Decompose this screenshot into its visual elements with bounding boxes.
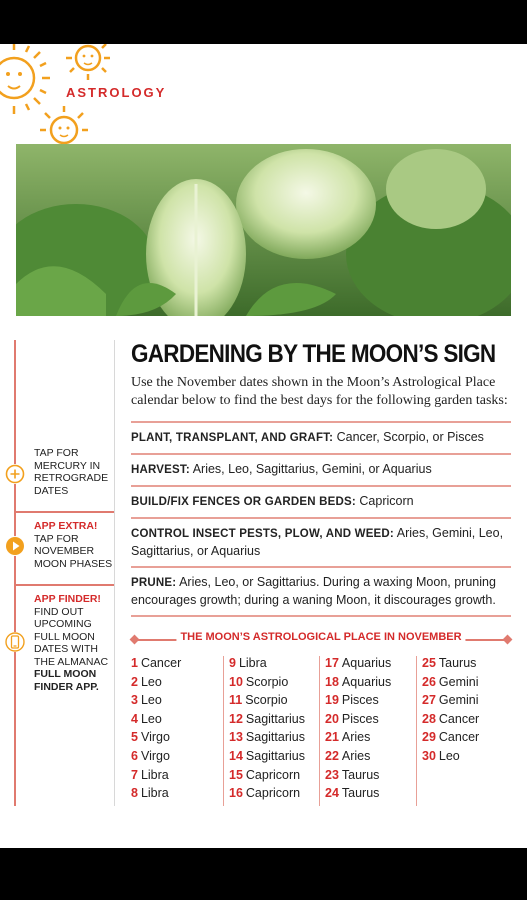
day-number: 1 <box>131 656 138 670</box>
day-number: 14 <box>229 748 243 763</box>
calendar-day <box>325 786 417 805</box>
task-row <box>131 485 511 517</box>
calendar-day <box>229 656 321 675</box>
calendar-day <box>131 675 223 694</box>
day-number: 29 <box>422 730 436 745</box>
task-label: CONTROL INSECT PESTS, PLOW, AND WEED: <box>131 528 394 540</box>
task-text: Aries, Leo, Sagittarius, Gemini, or Aquarius <box>189 462 432 476</box>
calendar-day <box>229 749 321 768</box>
calendar-column <box>229 656 321 805</box>
task-row <box>131 453 511 485</box>
calendar-day <box>131 693 223 712</box>
calendar-day <box>325 656 417 675</box>
article-intro: Use the November dates shown in the Moon’s Astrological Place calendar below to find the best days for the following garden tasks: <box>131 375 508 408</box>
day-number: 22 <box>325 748 339 763</box>
day-sign: Leo <box>140 674 162 689</box>
day-sign: Leo <box>140 711 162 726</box>
day-number: 6 <box>131 748 138 763</box>
calendar-day <box>229 675 321 694</box>
day-number: 10 <box>229 674 243 689</box>
day-sign: Aquarius <box>341 674 392 689</box>
task-text: Aries, Leo, or Sagittarius. During a waxing Moon, pruning encourages growth; during a waning Moon, it discourages growth. <box>131 575 496 607</box>
day-sign: Virgo <box>140 748 170 763</box>
calendar-day <box>422 656 514 675</box>
calendar-day <box>131 656 223 675</box>
day-sign: Gemini <box>438 674 479 689</box>
day-sign: Aries <box>341 730 371 745</box>
calendar-day <box>422 749 514 768</box>
task-label: BUILD/FIX FENCES OR GARDEN BEDS: <box>131 496 356 508</box>
day-number: 27 <box>422 693 436 708</box>
phone-icon <box>5 632 25 652</box>
mercury-retrograde-text: TAP FOR MERCURY IN RETROGRADE DATES <box>34 447 109 497</box>
day-number: 17 <box>325 656 339 670</box>
calendar-heading-text: THE MOON’S ASTROLOGICAL PLACE IN NOVEMBER <box>176 631 465 643</box>
day-number: 12 <box>229 711 243 726</box>
day-number: 19 <box>325 693 339 708</box>
calendar-day <box>131 712 223 731</box>
section-label: ASTROLOGY <box>66 85 167 100</box>
day-number: 11 <box>229 693 243 708</box>
day-sign: Virgo <box>140 730 170 745</box>
moon-sign-calendar <box>131 656 515 808</box>
day-sign: Pisces <box>341 693 379 708</box>
calendar-day <box>229 693 321 712</box>
day-number: 13 <box>229 730 243 745</box>
day-sign: Cancer <box>140 656 182 670</box>
day-number: 15 <box>229 767 243 782</box>
day-number: 25 <box>422 656 436 670</box>
day-sign: Capricorn <box>245 767 301 782</box>
calendar-day <box>131 749 223 768</box>
calendar-column <box>325 656 417 805</box>
task-row <box>131 421 511 453</box>
app-extra-text: TAP FOR NOVEMBER MOON PHASES <box>34 532 113 570</box>
column-rule <box>319 656 320 806</box>
day-sign: Taurus <box>341 767 380 782</box>
day-sign: Gemini <box>438 693 479 708</box>
nav-bar <box>0 848 527 900</box>
day-sign: Libra <box>140 786 169 801</box>
calendar-day <box>325 749 417 768</box>
task-label: PLANT, TRANSPLANT, AND GRAFT: <box>131 432 334 444</box>
day-sign: Cancer <box>438 711 480 726</box>
day-number: 4 <box>131 711 138 726</box>
day-number: 20 <box>325 711 339 726</box>
plus-circle-icon <box>5 464 25 484</box>
calendar-day <box>422 675 514 694</box>
day-number: 8 <box>131 786 138 801</box>
day-number: 30 <box>422 748 436 763</box>
play-icon <box>5 536 25 556</box>
day-sign: Taurus <box>438 656 477 670</box>
sidebar-rule <box>14 340 16 806</box>
calendar-day <box>422 712 514 731</box>
day-number: 7 <box>131 767 138 782</box>
day-number: 28 <box>422 711 436 726</box>
day-sign: Libra <box>238 656 267 670</box>
day-sign: Sagittarius <box>245 711 305 726</box>
calendar-column <box>422 656 514 768</box>
calendar-day <box>325 768 417 787</box>
day-number: 9 <box>229 656 236 670</box>
diamond-icon <box>130 635 140 645</box>
day-sign: Leo <box>140 693 162 708</box>
calendar-day <box>325 693 417 712</box>
calendar-day <box>229 768 321 787</box>
task-text: Aries, Gemini, Leo, Sagittarius, or Aquarius <box>131 526 504 558</box>
calendar-day <box>422 693 514 712</box>
day-sign: Pisces <box>341 711 379 726</box>
article-title: GARDENING BY THE MOON’S SIGN <box>131 340 496 368</box>
calendar-day <box>325 730 417 749</box>
day-number: 3 <box>131 693 138 708</box>
day-sign: Sagittarius <box>245 748 305 763</box>
sidebar-divider <box>14 584 114 586</box>
task-text: Capricorn <box>355 494 414 508</box>
day-sign: Capricorn <box>245 786 301 801</box>
day-number: 24 <box>325 786 339 801</box>
app-finder-bold: FULL MOON FINDER APP. <box>34 668 99 693</box>
calendar-day <box>422 730 514 749</box>
task-label: HARVEST: <box>131 464 190 476</box>
task-label: PRUNE: <box>131 577 177 589</box>
day-sign: Cancer <box>438 730 480 745</box>
task-text: Cancer, Scorpio, or Pisces <box>333 430 484 444</box>
calendar-column <box>131 656 223 805</box>
garden-task-list <box>131 421 511 617</box>
diamond-icon <box>503 635 513 645</box>
day-sign: Aries <box>341 748 371 763</box>
calendar-day <box>131 786 223 805</box>
day-number: 18 <box>325 674 339 689</box>
task-row <box>131 517 511 566</box>
sidebar-rule-right <box>114 340 115 806</box>
calendar-day <box>325 675 417 694</box>
calendar-day <box>229 786 321 805</box>
day-number: 5 <box>131 730 138 745</box>
calendar-heading <box>131 631 511 647</box>
app-finder-label: APP FINDER! <box>34 593 101 605</box>
calendar-day <box>229 712 321 731</box>
day-sign: Leo <box>438 748 460 763</box>
cabbage-photo <box>16 144 511 316</box>
day-sign: Libra <box>140 767 169 782</box>
magazine-page <box>0 44 527 848</box>
calendar-day <box>229 730 321 749</box>
day-sign: Taurus <box>341 786 380 801</box>
calendar-day <box>325 712 417 731</box>
day-sign: Scorpio <box>245 693 288 708</box>
day-number: 26 <box>422 674 436 689</box>
day-sign: Sagittarius <box>245 730 305 745</box>
column-rule <box>416 656 417 806</box>
day-number: 21 <box>325 730 339 745</box>
app-extra-label: APP EXTRA! <box>34 520 98 532</box>
sidebar-divider <box>14 511 114 513</box>
calendar-day <box>131 768 223 787</box>
day-number: 23 <box>325 767 339 782</box>
task-row <box>131 566 511 617</box>
app-finder-text: FIND OUT UPCOMING FULL MOON DATES WITH THE ALMANAC <box>34 605 109 668</box>
day-sign: Scorpio <box>245 674 289 689</box>
column-rule <box>223 656 224 806</box>
day-number: 2 <box>131 674 138 689</box>
calendar-day <box>131 730 223 749</box>
day-number: 16 <box>229 786 243 801</box>
day-sign: Aquarius <box>341 656 392 670</box>
